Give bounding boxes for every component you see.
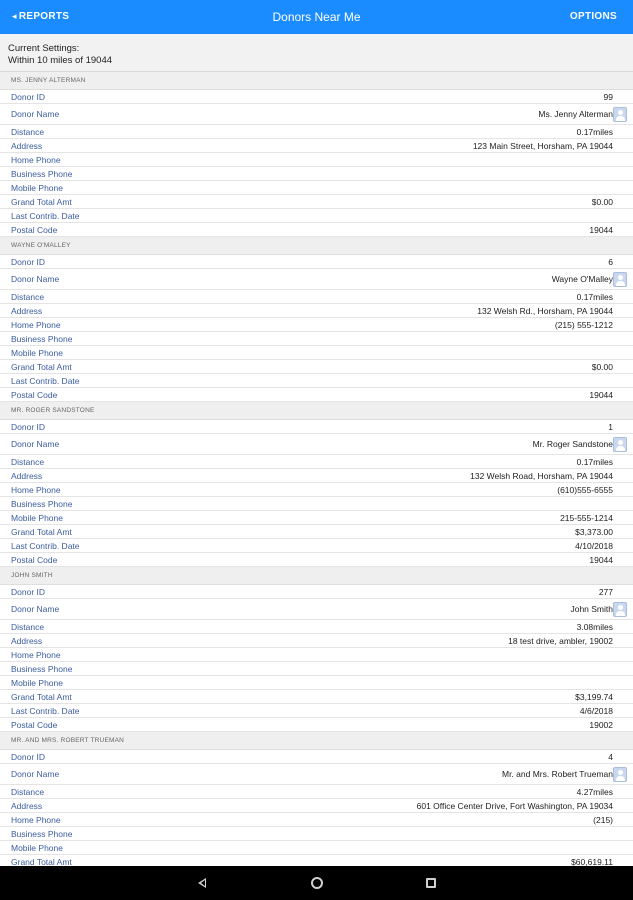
- detail-row-mobile-phone[interactable]: [0, 511, 633, 525]
- donor-section-header: MS. JENNY ALTERMAN: [0, 72, 633, 90]
- field-label: Last Contrib. Date: [11, 706, 80, 716]
- field-value: 1: [608, 422, 613, 432]
- detail-row-grand-total[interactable]: [0, 690, 633, 704]
- detail-row-business-phone[interactable]: [0, 827, 633, 841]
- field-value: 601 Office Center Drive, Fort Washington, PA 19034: [416, 801, 613, 811]
- donor-section: [0, 72, 633, 237]
- back-label: REPORTS: [18, 11, 70, 22]
- detail-row-distance[interactable]: [0, 125, 633, 139]
- detail-row-postal-code[interactable]: [0, 223, 633, 237]
- field-label: Donor Name: [11, 769, 60, 779]
- detail-row-address[interactable]: [0, 799, 633, 813]
- contact-card-icon[interactable]: [613, 272, 627, 287]
- field-value: 4/6/2018: [579, 706, 613, 716]
- field-label: Business Phone: [11, 334, 73, 344]
- field-label: Business Phone: [11, 169, 73, 179]
- field-label: Address: [11, 801, 43, 811]
- field-label: Postal Code: [11, 225, 58, 235]
- field-value: 0.17miles: [576, 292, 613, 302]
- detail-row-grand-total[interactable]: [0, 195, 633, 209]
- field-value: Ms. Jenny Alterman: [538, 109, 613, 119]
- field-label: Postal Code: [11, 390, 58, 400]
- detail-row-donor-name[interactable]: [0, 104, 633, 125]
- field-value: Mr. Roger Sandstone: [532, 439, 613, 449]
- field-label: Business Phone: [11, 664, 73, 674]
- field-label: Donor ID: [11, 752, 46, 762]
- field-label: Address: [11, 471, 43, 481]
- detail-row-home-phone[interactable]: [0, 813, 633, 827]
- chevron-left-icon: ◂: [12, 11, 17, 21]
- field-label: Donor Name: [11, 604, 60, 614]
- app-bar: [0, 0, 633, 34]
- detail-row-business-phone[interactable]: [0, 167, 633, 181]
- detail-row-distance[interactable]: [0, 785, 633, 799]
- detail-row-grand-total[interactable]: [0, 360, 633, 374]
- field-value: $3,199.74: [575, 692, 613, 702]
- field-value: Mr. and Mrs. Robert Trueman: [501, 769, 613, 779]
- field-label: Grand Total Amt: [11, 362, 72, 372]
- field-value: 19002: [589, 720, 613, 730]
- current-settings: [0, 34, 633, 72]
- field-label: Mobile Phone: [11, 183, 63, 193]
- detail-row-donor-id[interactable]: [0, 750, 633, 764]
- settings-heading: Current Settings:: [8, 43, 80, 54]
- detail-row-distance[interactable]: [0, 455, 633, 469]
- contact-card-icon[interactable]: [613, 437, 627, 452]
- detail-row-mobile-phone[interactable]: [0, 346, 633, 360]
- field-value: 4.27miles: [576, 787, 613, 797]
- detail-row-last-contrib[interactable]: [0, 374, 633, 388]
- options-button[interactable]: OPTIONS: [569, 11, 617, 22]
- field-label: Postal Code: [11, 720, 58, 730]
- detail-row-mobile-phone[interactable]: [0, 181, 633, 195]
- field-value: 4: [608, 752, 613, 762]
- detail-row-home-phone[interactable]: [0, 153, 633, 167]
- field-label: Donor ID: [11, 257, 46, 267]
- field-label: Last Contrib. Date: [11, 376, 80, 386]
- field-value: $3,373.00: [575, 527, 613, 537]
- field-value: (610)555-6555: [557, 485, 613, 495]
- detail-row-distance[interactable]: [0, 290, 633, 304]
- field-label: Distance: [11, 787, 45, 797]
- nav-recents-icon[interactable]: [423, 875, 439, 891]
- field-label: Distance: [11, 127, 45, 137]
- donor-section-header: WAYNE O'MALLEY: [0, 237, 633, 255]
- system-nav-bar: [0, 866, 633, 900]
- donor-list[interactable]: [0, 72, 633, 866]
- field-label: Address: [11, 636, 43, 646]
- detail-row-distance[interactable]: [0, 620, 633, 634]
- detail-row-last-contrib[interactable]: [0, 539, 633, 553]
- field-value: 132 Welsh Rd., Horsham, PA 19044: [477, 306, 613, 316]
- field-label: Distance: [11, 457, 45, 467]
- detail-row-last-contrib[interactable]: [0, 704, 633, 718]
- detail-row-donor-name[interactable]: [0, 269, 633, 290]
- field-label: Home Phone: [11, 815, 61, 825]
- detail-row-donor-id[interactable]: [0, 585, 633, 599]
- field-value: 0.17miles: [576, 127, 613, 137]
- field-value: John Smith: [570, 604, 613, 614]
- donor-section-header: JOHN SMITH: [0, 567, 633, 585]
- field-value: 99: [603, 92, 613, 102]
- settings-radius: Within 10 miles of 19044: [8, 55, 113, 66]
- donor-section: [0, 237, 633, 402]
- detail-row-donor-name[interactable]: [0, 764, 633, 785]
- field-value: Wayne O'Malley: [551, 274, 613, 284]
- nav-back-icon[interactable]: [195, 875, 211, 891]
- donor-section-header: MR. ROGER SANDSTONE: [0, 402, 633, 420]
- field-value: (215): [593, 815, 613, 825]
- field-value: 123 Main Street, Horsham, PA 19044: [472, 141, 613, 151]
- field-value: 3.08miles: [576, 622, 613, 632]
- field-label: Grand Total Amt: [11, 197, 72, 207]
- detail-row-address[interactable]: [0, 634, 633, 648]
- field-label: Address: [11, 141, 43, 151]
- donor-section: [0, 567, 633, 732]
- detail-row-mobile-phone[interactable]: [0, 841, 633, 855]
- detail-row-grand-total[interactable]: [0, 855, 633, 866]
- field-label: Donor ID: [11, 422, 46, 432]
- detail-row-home-phone[interactable]: [0, 648, 633, 662]
- field-value: $60,619.11: [571, 857, 613, 866]
- field-label: Distance: [11, 622, 45, 632]
- field-label: Home Phone: [11, 485, 61, 495]
- field-label: Home Phone: [11, 650, 61, 660]
- detail-row-address[interactable]: [0, 139, 633, 153]
- field-value: 6: [608, 257, 613, 267]
- detail-row-business-phone[interactable]: [0, 662, 633, 676]
- field-label: Grand Total Amt: [11, 857, 72, 866]
- field-label: Postal Code: [11, 555, 58, 565]
- field-label: Mobile Phone: [11, 843, 63, 853]
- field-label: Donor Name: [11, 439, 60, 449]
- detail-row-donor-name[interactable]: [0, 434, 633, 455]
- field-label: Mobile Phone: [11, 513, 63, 523]
- field-label: Last Contrib. Date: [11, 211, 80, 221]
- contact-card-icon[interactable]: [613, 767, 627, 782]
- field-value: 215-555-1214: [560, 513, 613, 523]
- detail-row-address[interactable]: [0, 469, 633, 483]
- detail-row-home-phone[interactable]: [0, 483, 633, 497]
- field-label: Grand Total Amt: [11, 527, 72, 537]
- field-value: 4/10/2018: [575, 541, 613, 551]
- field-value: 19044: [589, 225, 613, 235]
- field-value: 19044: [589, 555, 613, 565]
- field-label: Donor Name: [11, 109, 60, 119]
- field-label: Home Phone: [11, 155, 61, 165]
- field-label: Business Phone: [11, 829, 73, 839]
- detail-row-business-phone[interactable]: [0, 332, 633, 346]
- donor-section: [0, 732, 633, 866]
- detail-row-postal-code[interactable]: [0, 388, 633, 402]
- field-value: (215) 555-1212: [554, 320, 613, 330]
- field-label: Last Contrib. Date: [11, 541, 80, 551]
- donor-section: [0, 402, 633, 567]
- field-value: 0.17miles: [576, 457, 613, 467]
- field-label: Donor Name: [11, 274, 60, 284]
- contact-card-icon[interactable]: [613, 107, 627, 122]
- detail-row-grand-total[interactable]: [0, 525, 633, 539]
- detail-row-donor-id[interactable]: [0, 420, 633, 434]
- field-label: Business Phone: [11, 499, 73, 509]
- detail-row-postal-code[interactable]: [0, 718, 633, 732]
- field-label: Address: [11, 306, 43, 316]
- detail-row-business-phone[interactable]: [0, 497, 633, 511]
- field-label: Donor ID: [11, 587, 46, 597]
- detail-row-mobile-phone[interactable]: [0, 676, 633, 690]
- contact-card-icon[interactable]: [613, 602, 627, 617]
- field-value: 19044: [589, 390, 613, 400]
- page-title: Donors Near Me: [272, 10, 361, 24]
- field-label: Donor ID: [11, 92, 46, 102]
- field-value: 277: [598, 587, 613, 597]
- detail-row-address[interactable]: [0, 304, 633, 318]
- field-label: Home Phone: [11, 320, 61, 330]
- detail-row-donor-id[interactable]: [0, 90, 633, 104]
- field-value: $0.00: [591, 362, 613, 372]
- field-value: 132 Welsh Road, Horsham, PA 19044: [470, 471, 613, 481]
- field-value: 18 test drive, ambler, 19002: [508, 636, 613, 646]
- detail-row-postal-code[interactable]: [0, 553, 633, 567]
- detail-row-last-contrib[interactable]: [0, 209, 633, 223]
- detail-row-donor-name[interactable]: [0, 599, 633, 620]
- detail-row-home-phone[interactable]: [0, 318, 633, 332]
- nav-home-icon[interactable]: [309, 875, 325, 891]
- detail-row-donor-id[interactable]: [0, 255, 633, 269]
- field-value: $0.00: [591, 197, 613, 207]
- donor-section-header: MR. AND MRS. ROBERT TRUEMAN: [0, 732, 633, 750]
- field-label: Grand Total Amt: [11, 692, 72, 702]
- field-label: Distance: [11, 292, 45, 302]
- field-label: Mobile Phone: [11, 678, 63, 688]
- field-label: Mobile Phone: [11, 348, 63, 358]
